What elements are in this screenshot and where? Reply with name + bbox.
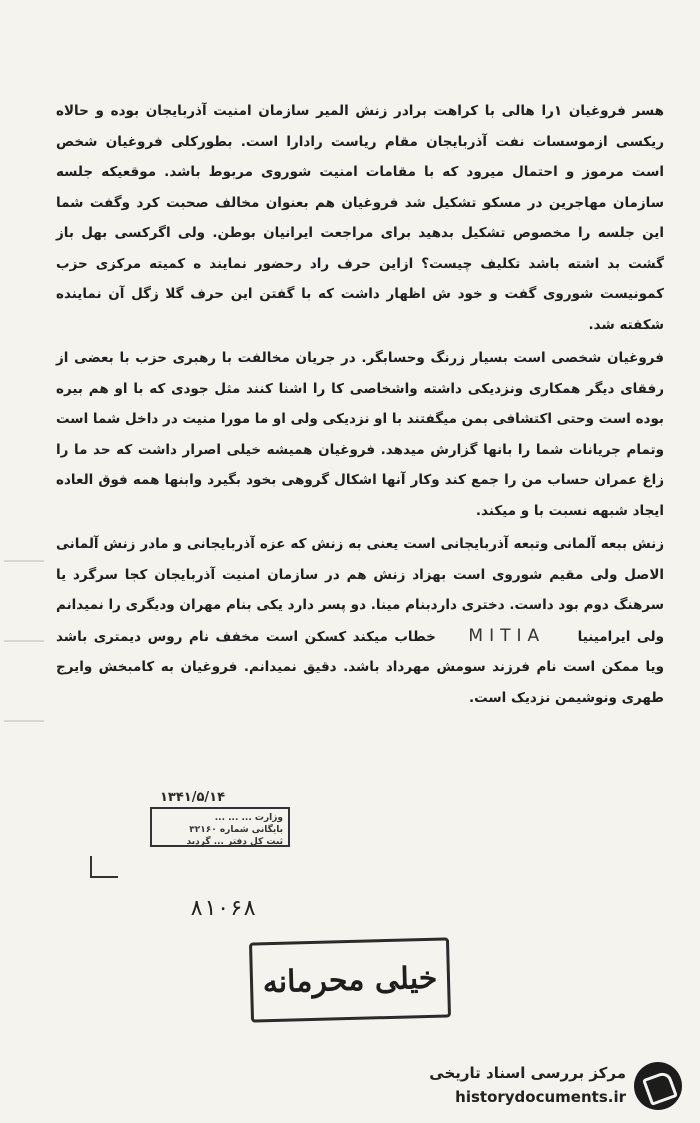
paragraph-3 [56,529,664,713]
stamp-line-3: ثبت کل دفتر ... گردید [186,837,283,847]
paragraph-2: فروغیان شخصی است بسیار زرنگ وحسابگر. در جریان مخالفت با رهبری حزب با بعضی از رفقای دیگر همکاری ونزدیکی داشته واشخاصی کا را اشنا کنند مثل جودی که با او هم بیره بوده است وحتی اکتشافی بمن میگفتند با او نزدیکی ولی او ما مورا منیت در داخل شما است وتمام جریانات شما را بانها گزارش میدهد. فروغیان همیشه خیلی اصرار داشت که حد ما را زاغ عمران حساب من را جمع کند وکار آنها اشکال گروهی بخود بگیرد وابنها همه فوق العاده ایجاد شبهه نسبت با و میکند. [56,350,664,519]
paragraph-1: هسر فروغیان ۱را هالی با کراهت برادر زنش المیر سازمان امنیت آذربایجان بوده و حالاه ریکسی ازموسسات نفت آذربایجان مقام ریاست رادارا است. بطورکلی فروغیان شخص است مرموز و احتمال میرود که با مقامات امنیت شوروی مربوط باشد. موقعیکه جلسه سازمان مهاجرین در مسکو تشکیل شد فروغیان هم بعنوان مخالف صحبت کرد وگفت شما این جلسه را مخصوص تشکیل بدهید برای مراجعت ایرانیان بوطن. ولی اگرکسی بهل باز گشت بد اشته باشد تکلیف چیست؟ ازاین حرف راد رحضور نمایند ه کمیته مرکزی حزب کمونیست شوروی گفت و خود ش اظهار داشت که با گفتن این حرف گلا زگل آن نماینده شکفته شد. [56,103,664,333]
registry-stamp [150,807,290,847]
footer-url: historydocuments.ir [455,1088,626,1106]
corner-mark [90,856,118,878]
bleed-mark [4,560,44,562]
document-number: ۸۱۰۶۸ [190,896,257,921]
bleed-mark [4,720,44,722]
bleed-mark [4,640,44,642]
seal-text: خیلی محرمانه [262,960,438,1000]
stamp-line-2: بایگانی شماره ۳۲۱۶۰ [189,825,283,835]
stamp-line-1: وزارت ... ... ... [214,813,283,823]
confidential-seal [249,937,451,1022]
footer-title: مرکز بررسی اسناد تاریخی [429,1064,626,1082]
stamp-date: ۱۳۴۱/۵/۱۴ [160,790,226,805]
document-body [56,96,664,716]
latin-word-mitia: MITIA [468,625,546,646]
book-logo-icon [634,1062,682,1110]
watermark-footer [400,1058,690,1118]
paragraph-3-part-a: زنش ببعه آلمانی وتبعه آذربایجانی است یعنی به زنش که عزه آذربایجانی و مادر زنش آلمانی الاصل ولی مقیم شوروی است بهزاد زنش هم در سازمان امنیت آذربایجان کجا سرگرد یا سرهنگ دوم بود داست. دختری داردبنام مینا. دو پسر دارد یکی بنام مهران ودیگری را نمیدانم ولی ایرامینیا [56,536,664,645]
paragraph-3-part-b: خطاب میکند کسکن است مخفف نام روس دیمتری باشد ویا ممکن است نام فرزند سومش مهرداد باشد. دقیق نمیدانم. فروغیان به کامبخش وایرج طهری ونوشیمن نزدیک است. [56,628,664,706]
